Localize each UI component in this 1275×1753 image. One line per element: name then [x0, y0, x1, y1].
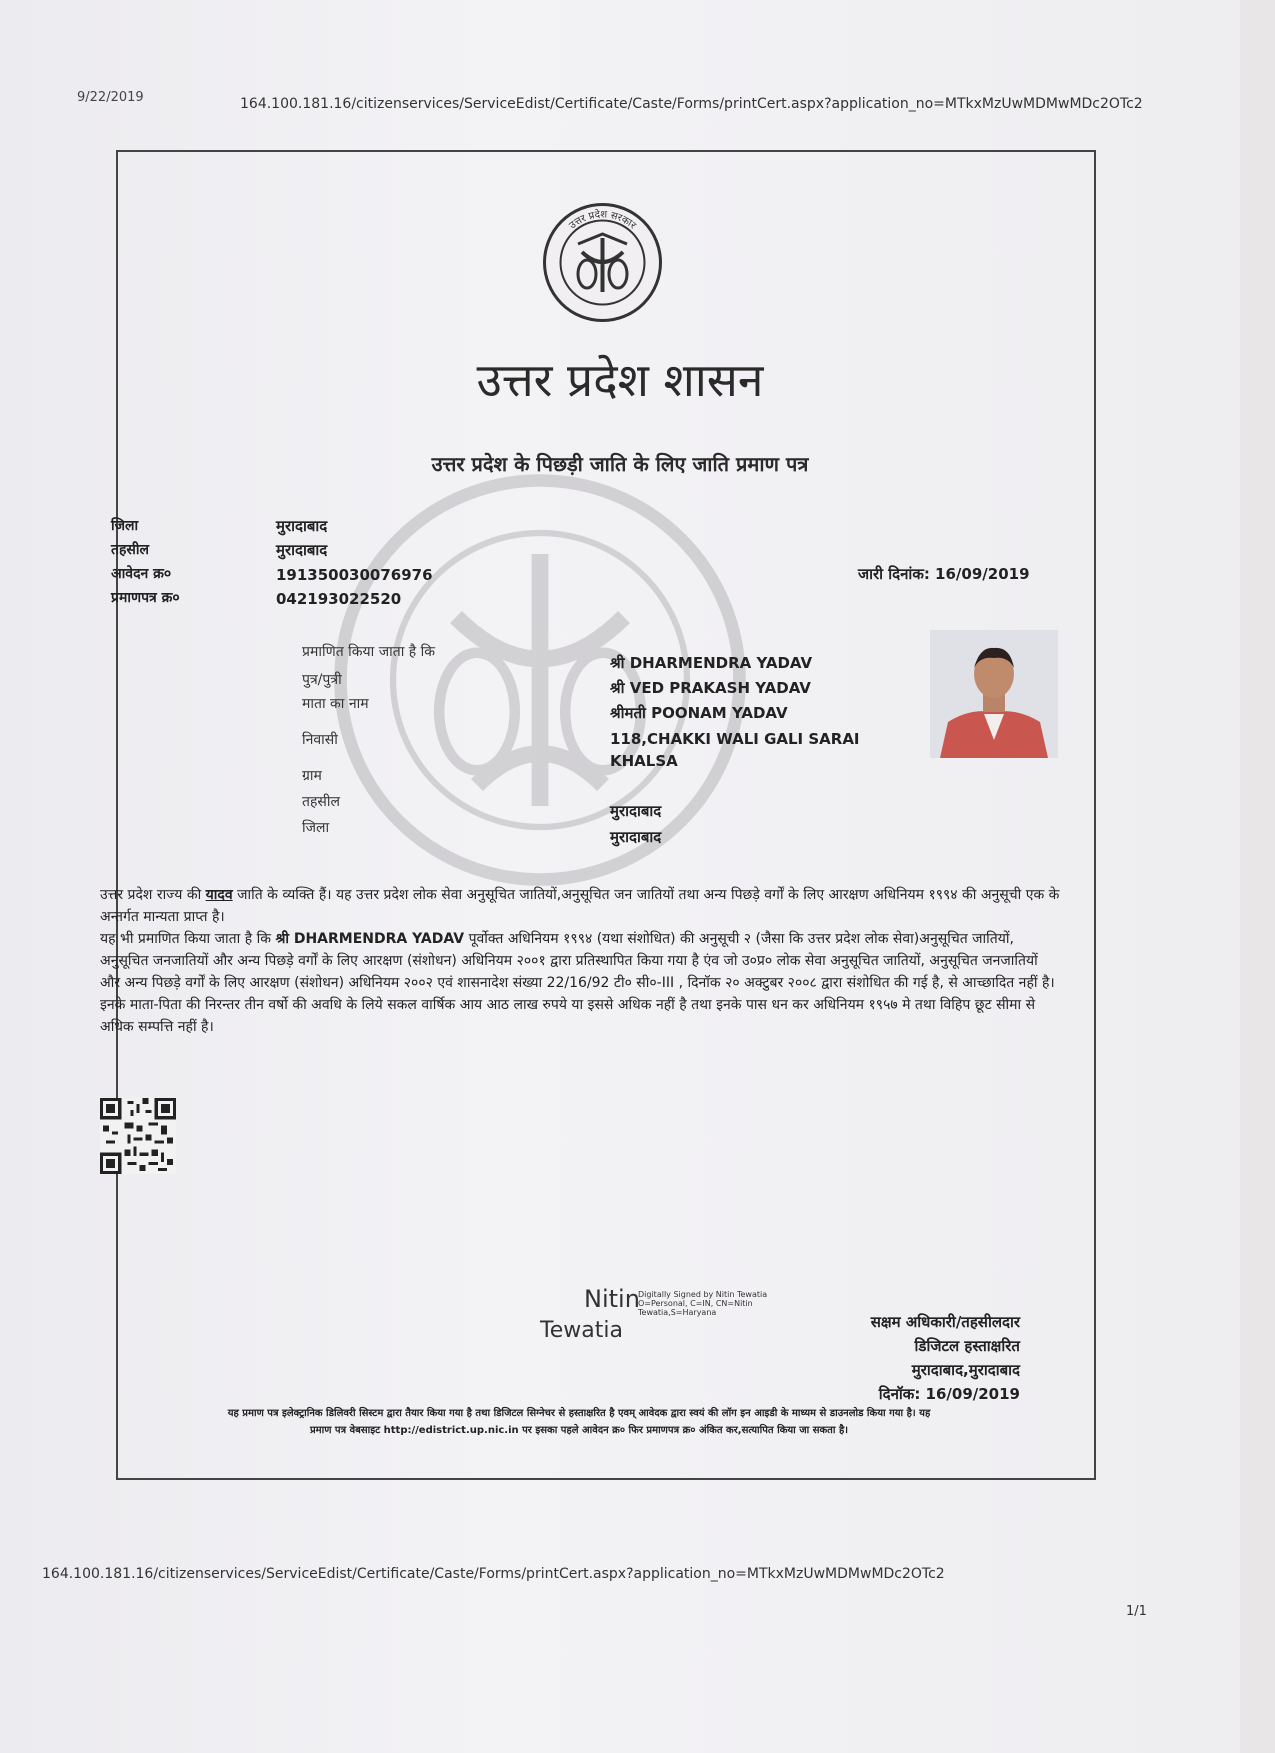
tehsil-value: मुरादाबाद [276, 541, 328, 559]
authority-digitally-signed: डिजिटल हस्ताक्षरित [914, 1337, 1020, 1355]
certificate-number-value: 042193022520 [276, 590, 402, 608]
government-title: उत्तर प्रदेश शासन [476, 353, 764, 407]
certificate-number-label: प्रमाणपत्र क्र० [111, 590, 180, 606]
authority-designation: सक्षम अधिकारी/तहसीलदार [870, 1313, 1020, 1331]
body-p2-start: यह भी प्रमाणित किया जाता है कि [100, 931, 271, 947]
field-tehsil-value: मुरादाबाद [610, 802, 662, 820]
disclaimer-line-2: प्रमाण पत्र वेबसाइट http://edistrict.up.nic.in पर इसका पहले आवेदन क्र० फिर प्रमाणपत्र क्र० अंकित कर,सत्यापित किया जा सकता है। [309, 1425, 849, 1436]
body-holder-name: श्री DHARMENDRA YADAV [275, 931, 465, 947]
certificate-body [100, 884, 1060, 1038]
emblem-text: उत्तर प्रदेश सरकार [567, 209, 638, 232]
caste-name: यादव [205, 887, 233, 903]
application-number-label: आवेदन क्र० [111, 566, 172, 582]
signature-first-name: Nitin [584, 1285, 640, 1313]
address: 118,CHAKKI WALI GALI SARAI KHALSA [610, 730, 860, 770]
body-p1-rest: जाति के व्यक्ति हैं। यह उत्तर प्रदेश लोक सेवा अनुसूचित जातियों,अनुसूचित जन जातियों तथा अन्य पिछड़े वर्गों के लिए आरक्षण अधिनियम १९९४ की अनुसूची एक के अन्तर्गत मान्यता प्राप्त है। [100, 887, 1060, 925]
certify-label: प्रमाणित किया जाता है कि [302, 644, 436, 660]
applicant-photo [930, 630, 1058, 758]
body-p2-rest: पूर्वोक्त अधिनियम १९९४ (यथा संशोधित) की अनुसूची २ (जैसा कि उत्तर प्रदेश लोक सेवा)अनुसूचित जातियों, अनुसूचित जनजातियों और अन्य पिछड़े वर्गों के लिए आरक्षण (संशोधन) अधिनियम २००१ द्वारा प्रतिस्थापित किया गया है एंव जो उ०प्र० लोक सेवा अनुसूचित जातियों, अनुसूचित जनजातियों और अन्य पिछड़े वर्गों के लिए आरक्षण (संशोधन) अधिनियम २००२ एवं शासनादेश संख्या 22/16/92 टी० सी०-III , दिनॉक २० अक्टुबर २००८ द्वारा संशोधित की गई है, से आच्छादित नहीं है।इनके माता-पिता की निरन्तर तीन वर्षो की अवधि के लिये सकल वार्षिक आय आठ लाख रुपये या इससे अधिक नहीं है तथा इनके पास धन कर अधिनियम १९५७ मे तथा विहिप छूट सीमा से अधिक सम्पत्ति नहीं है। [100, 931, 1055, 1035]
father-name: श्री VED PRAKASH YADAV [610, 679, 811, 697]
body-p1-start: उत्तर प्रदेश राज्य की [100, 887, 202, 903]
district-value: मुरादाबाद [276, 517, 328, 535]
mother-name: श्रीमती POONAM YADAV [610, 704, 788, 722]
disclaimer-line-1: यह प्रमाण पत्र इलेक्ट्रानिक डिलिवरी सिस्टम द्वारा तैयार किया गया है तथा डिजिटल सिग्नेचर से हस्ताक्षरित है एवम् आवेदक द्वारा स्वयं की लॉग इन आइडी के माध्यम से डाउनलोड किया गया है। यह [227, 1408, 931, 1419]
digital-signature-note: Digitally Signed by Nitin Tewatia O=Personal, C=IN, CN=Nitin Tewatia,S=Haryana [638, 1290, 768, 1317]
up-government-emblem-icon [540, 200, 665, 325]
print-url-header: 164.100.181.16/citizenservices/ServiceEdist/Certificate/Caste/Forms/printCert.aspx?application_no=MTkxMzUwMDMwMDc2OTc2 [240, 96, 1143, 112]
print-date: 9/22/2019 [77, 90, 144, 105]
authority-location: मुरादाबाद,मुरादाबाद [911, 1361, 1020, 1379]
qr-code [100, 1098, 176, 1174]
issue-date: जारी दिनांक: 16/09/2019 [858, 565, 1030, 583]
field-district-value: मुरादाबाद [610, 828, 662, 846]
resident-label: निवासी [302, 732, 338, 748]
mother-label: माता का नाम [302, 696, 369, 712]
application-number-value: 191350030076976 [276, 566, 433, 584]
certificate-title: उत्तर प्रदेश के पिछड़ी जाति के लिए जाति प्रमाण पत्र [431, 452, 809, 476]
holder-name: श्री DHARMENDRA YADAV [610, 654, 813, 672]
print-url-footer: 164.100.181.16/citizenservices/ServiceEdist/Certificate/Caste/Forms/printCert.aspx?application_no=MTkxMzUwMDMwMDc2OTc2 [42, 1566, 945, 1582]
relation-label: पुत्र/पुत्री [302, 672, 342, 688]
field-tehsil-label: तहसील [302, 794, 340, 810]
tehsil-label: तहसील [111, 542, 149, 558]
district-label: जिला [111, 518, 139, 534]
authority-date: दिनॉक: 16/09/2019 [878, 1385, 1020, 1403]
signature-last-name: Tewatia [540, 1318, 623, 1343]
field-district-label: जिला [302, 820, 330, 836]
page-number: 1/1 [1126, 1604, 1147, 1619]
verification-disclaimer [90, 1405, 1068, 1439]
village-label: ग्राम [302, 768, 322, 784]
